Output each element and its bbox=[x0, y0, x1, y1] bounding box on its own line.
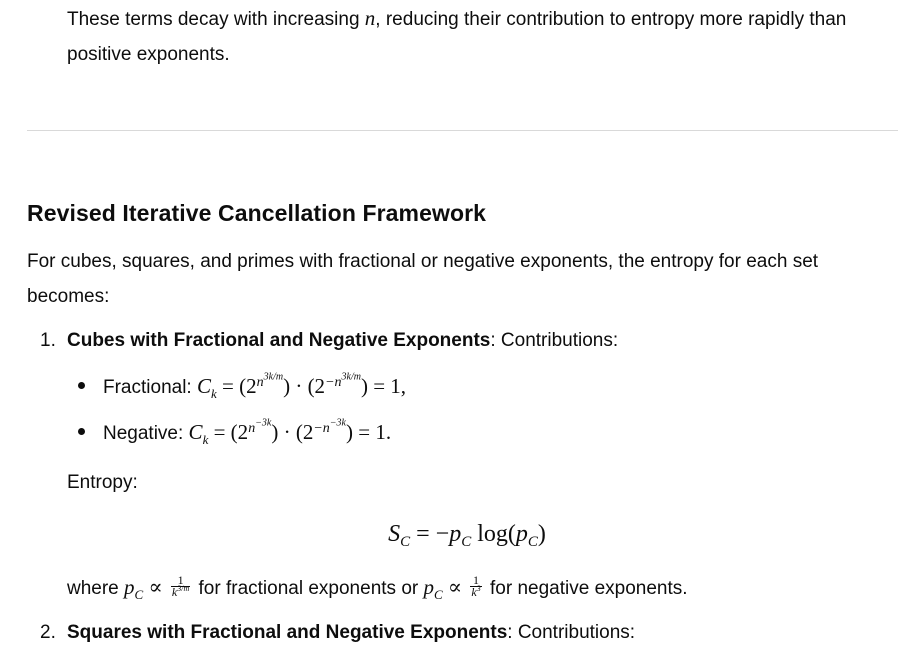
entropy-equation bbox=[0, 512, 900, 556]
math-S: S bbox=[388, 521, 401, 547]
bullet-dot bbox=[78, 382, 85, 389]
math-operator: ) · (2 bbox=[271, 420, 314, 444]
math-exponent-base: −n bbox=[313, 420, 330, 436]
bullet-label: Negative: bbox=[103, 423, 189, 444]
horizontal-divider bbox=[27, 130, 898, 131]
math-subscript: C bbox=[461, 533, 472, 550]
math-operator: = (2 bbox=[208, 420, 249, 444]
fraction-fractional bbox=[171, 575, 190, 598]
list-item-2 bbox=[40, 616, 635, 650]
fraction-denominator: k bbox=[171, 585, 178, 600]
list-item-suffix: : Contributions: bbox=[490, 330, 619, 351]
fraction-denominator-power: 3/m bbox=[177, 584, 190, 594]
fraction-numerator: 1 bbox=[171, 575, 190, 587]
math-subscript: C bbox=[400, 533, 411, 550]
section-heading: Revised Iterative Cancellation Framework bbox=[27, 200, 487, 226]
math-exponent-base: n bbox=[248, 420, 256, 436]
list-item-title: Cubes with Fractional and Negative Exponents bbox=[67, 330, 491, 351]
list-item-1 bbox=[40, 324, 618, 358]
math-proportional: ∝ bbox=[442, 575, 468, 599]
fraction-denominator-power: 3 bbox=[476, 584, 481, 594]
math-operator: ) = 1, bbox=[360, 374, 407, 398]
fraction-negative bbox=[470, 575, 481, 598]
math-p: p bbox=[423, 575, 434, 599]
where-text: where bbox=[67, 578, 125, 599]
math-p: p bbox=[449, 521, 462, 547]
bullet-dot bbox=[78, 428, 85, 435]
math-exponent-base: n bbox=[256, 374, 264, 390]
fraction-denominator: k bbox=[471, 585, 477, 600]
math-exponent-power: 3k/m bbox=[263, 371, 284, 383]
section-intro: For cubes, squares, and primes with fractional or negative exponents, the entropy for each set becomes: bbox=[27, 251, 819, 307]
math-exponent-power: −3k bbox=[329, 417, 346, 429]
math-p: p bbox=[124, 575, 135, 599]
fraction-numerator: 1 bbox=[470, 575, 481, 587]
math-C: C bbox=[188, 420, 203, 444]
math-C: C bbox=[196, 374, 211, 398]
where-text: for fractional exponents or bbox=[193, 578, 424, 599]
bullet-fractional bbox=[78, 367, 406, 406]
paragraph-text: , reducing their contribution to entropy more rapidly than positive exponents. bbox=[67, 9, 847, 65]
where-text: for negative exponents. bbox=[484, 578, 688, 599]
math-operator: = (2 bbox=[216, 374, 257, 398]
math-subscript: C bbox=[527, 533, 538, 550]
math-exponent-power: 3k/m bbox=[341, 371, 361, 383]
paragraph-text: These terms decay with increasing bbox=[67, 9, 365, 30]
list-number: 2. bbox=[40, 622, 56, 643]
math-operator: ) = 1. bbox=[346, 420, 392, 444]
math-proportional: ∝ bbox=[143, 575, 168, 599]
entropy-label: Entropy: bbox=[67, 472, 138, 493]
list-number: 1. bbox=[40, 330, 56, 351]
bullet-label: Fractional: bbox=[103, 377, 197, 398]
list-item-suffix: : Contributions: bbox=[507, 622, 636, 643]
math-exponent-power: −3k bbox=[255, 417, 272, 429]
math-exponent-base: −n bbox=[325, 374, 342, 390]
math-operator: ) bbox=[537, 521, 546, 547]
math-subscript: C bbox=[434, 586, 443, 602]
math-variable-n: n bbox=[364, 6, 376, 30]
math-p: p bbox=[515, 521, 528, 547]
math-subscript: k bbox=[202, 431, 209, 447]
math-log: log( bbox=[471, 521, 516, 547]
math-operator: = − bbox=[410, 521, 450, 547]
paragraph-exponent-decay bbox=[67, 1, 897, 72]
math-subscript: C bbox=[134, 586, 144, 602]
math-operator: ) · (2 bbox=[283, 374, 326, 398]
math-subscript: k bbox=[211, 385, 217, 401]
bullet-negative bbox=[78, 413, 391, 452]
list-item-title: Squares with Fractional and Negative Exponents bbox=[67, 622, 508, 643]
where-clause bbox=[67, 568, 688, 607]
